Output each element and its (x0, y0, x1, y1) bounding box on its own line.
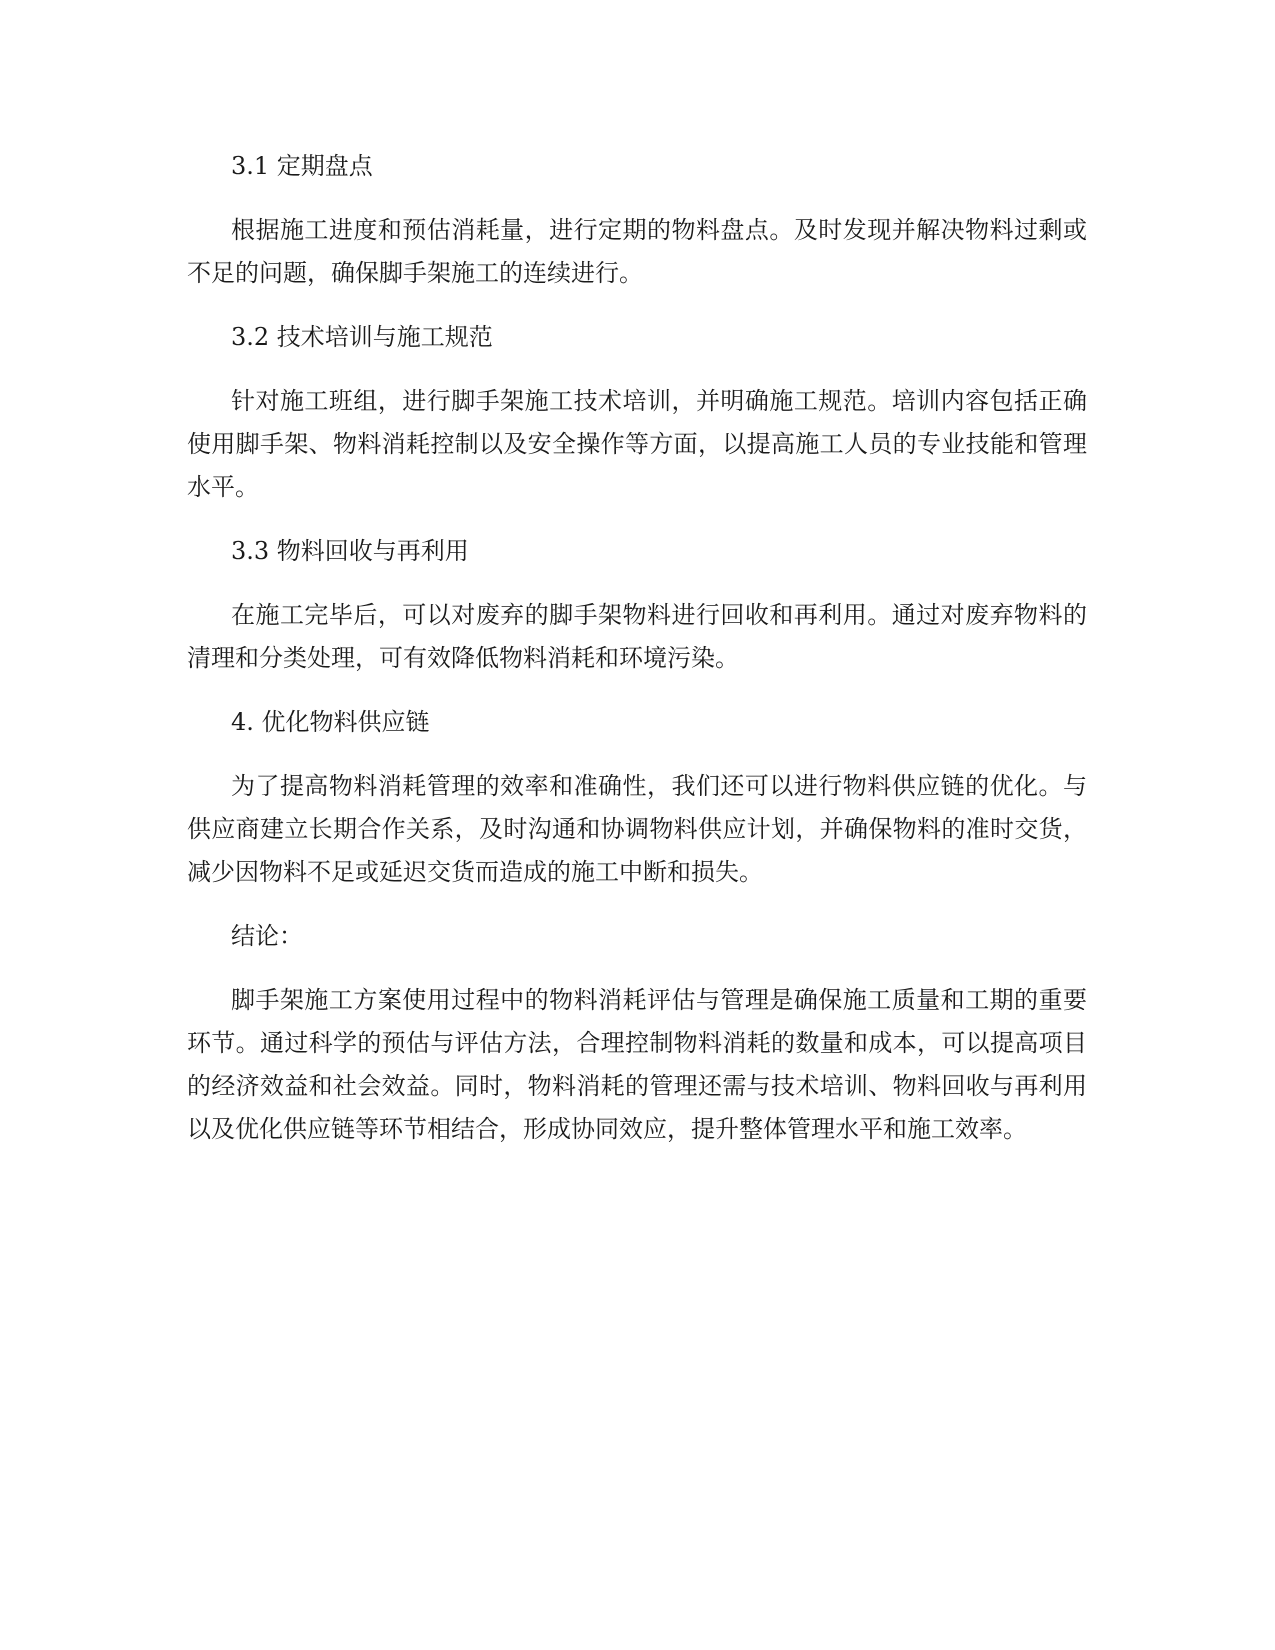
section-paragraph-4: 为了提高物料消耗管理的效率和准确性，我们还可以进行物料供应链的优化。与供应商建立长期合作关系，及时沟通和协调物料供应计划，并确保物料的准时交货，减少因物料不足或延迟交货而造成的施工中断和损失。 (187, 772, 1087, 886)
section-heading-3-2: 3.2 技术培训与施工规范 (231, 323, 493, 351)
section-heading-3-3: 3.3 物料回收与再利用 (231, 537, 469, 565)
section-paragraph-3-2: 针对施工班组，进行脚手架施工技术培训，并明确施工规范。培训内容包括正确使用脚手架、物料消耗控制以及安全操作等方面，以提高施工人员的专业技能和管理水平。 (187, 387, 1087, 501)
conclusion-paragraph: 脚手架施工方案使用过程中的物料消耗评估与管理是确保施工质量和工期的重要环节。通过科学的预估与评估方法，合理控制物料消耗的数量和成本，可以提高项目的经济效益和社会效益。同时，物料消耗的管理还需与技术培训、物料回收与再利用以及优化供应链等环节相结合，形成协同效应，提升整体管理水平和施工效率。 (187, 986, 1087, 1143)
document-body (187, 145, 1087, 1172)
section-heading-3-1: 3.1 定期盘点 (231, 152, 373, 180)
section-heading-4: 4. 优化物料供应链 (231, 708, 430, 736)
section-paragraph-3-3: 在施工完毕后，可以对废弃的脚手架物料进行回收和再利用。通过对废弃物料的清理和分类处理，可有效降低物料消耗和环境污染。 (187, 601, 1087, 672)
section-paragraph-3-1: 根据施工进度和预估消耗量，进行定期的物料盘点。及时发现并解决物料过剩或不足的问题，确保脚手架施工的连续进行。 (187, 216, 1087, 287)
conclusion-heading: 结论： (231, 922, 303, 950)
